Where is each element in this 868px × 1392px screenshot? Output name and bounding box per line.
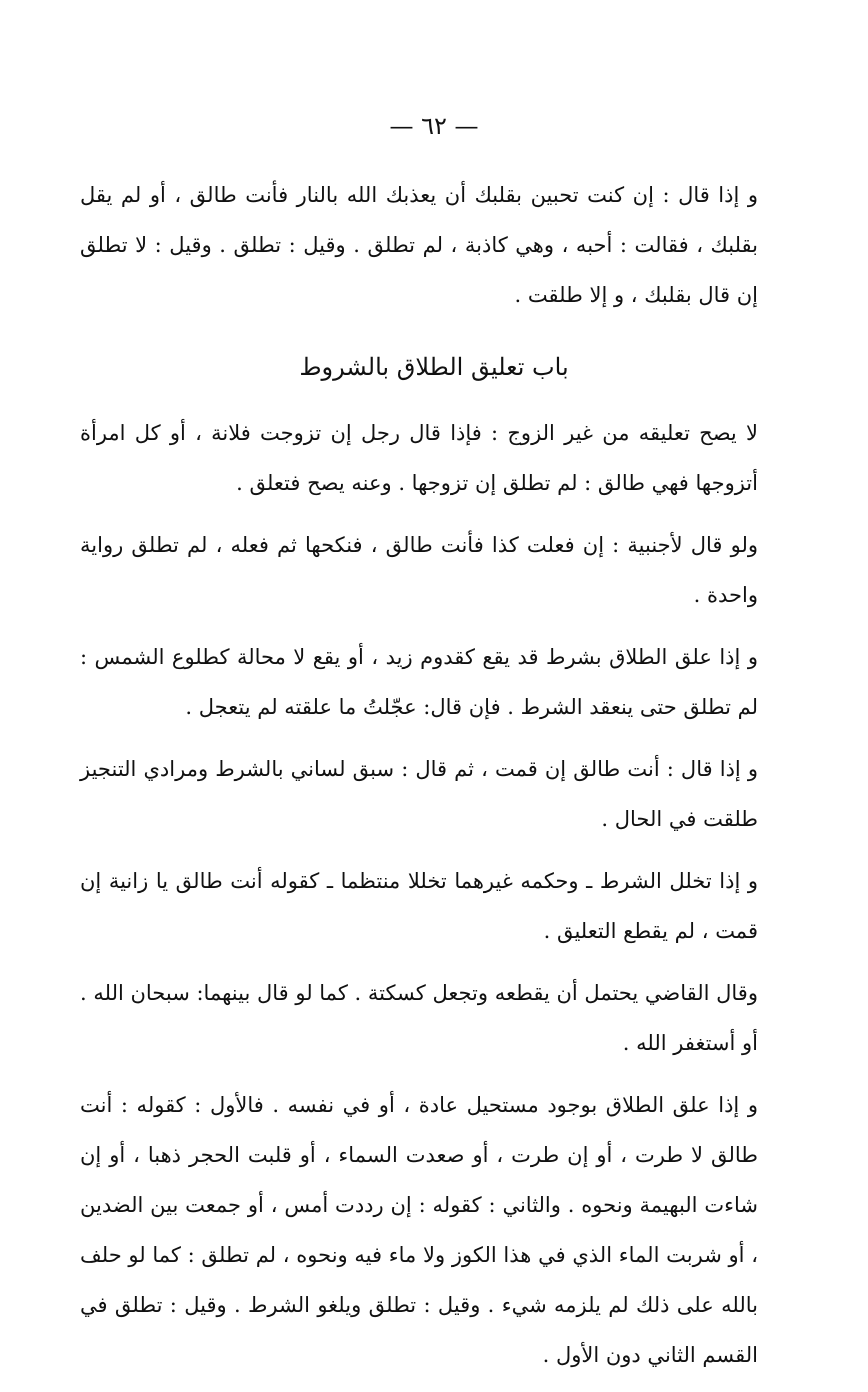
section-body: [80, 408, 758, 1392]
paragraph-1: لا يصح تعليقه من غير الزوج : فإذا قال رجل إن تزوجت فلانة ، أو كل امرأة أتزوجها فهي طالق : لم تطلق إن تزوجها . وعنه يصح فتعلق .: [80, 421, 758, 495]
paragraph-5: و إذا تخلل الشرط ـ وحكمه غيرهما تخللا منتظما ـ كقوله أنت طالق يا زانية إن قمت ، لم يقطع التعليق .: [80, 869, 758, 943]
intro-section: [80, 170, 758, 332]
paragraph-7: و إذا علق الطلاق بوجود مستحيل عادة ، أو في نفسه . فالأول : كقوله : أنت طالق لا طرت ، أو إن طرت ، أو صعدت السماء ، أو قلبت الحجر ذهبا ، أو إن شاءت البهيمة ونحوه . والثاني : كقوله : إن رددت أمس ، أو جمعت بين الضدين ، أو شربت الماء الذي في هذا الكوز ولا ماء فيه ونحوه ، لم تطلق : كما لو حلف بالله على ذلك لم يلزمه شيء . وقيل : تطلق ويلغو الشرط . وقيل : تطلق في القسم الثاني دون الأول .: [80, 1093, 758, 1367]
intro-paragraph: و إذا قال : إن كنت تحبين بقلبك أن يعذبك الله بالنار فأنت طالق ، أو لم يقل بقلبك ، فقالت : أحبه ، وهي كاذبة ، لم تطلق . وقيل : تطلق . وقيل : لا تطلق إن قال بقلبك ، و إلا طلقت .: [80, 183, 758, 307]
section-heading: باب تعليق الطلاق بالشروط: [299, 353, 569, 381]
paragraph-6: وقال القاضي يحتمل أن يقطعه وتجعل كسكتة . كما لو قال بينهما: سبحان الله . أو أستغفر الله .: [80, 981, 758, 1055]
paragraph-4: و إذا قال : أنت طالق إن قمت ، ثم قال : سبق لساني بالشرط ومرادي التنجيز طلقت في الحال .: [80, 757, 758, 831]
page-number: — ٦٢ —: [389, 112, 479, 140]
paragraph-2: ولو قال لأجنبية : إن فعلت كذا فأنت طالق ، فنكحها ثم فعله ، لم تطلق رواية واحدة .: [80, 533, 758, 607]
paragraph-3: و إذا علق الطلاق بشرط قد يقع كقدوم زيد ، أو يقع لا محالة كطلوع الشمس : لم تطلق حتى ينعقد الشرط . فإن قال: عجّلتُ ما علقته لم يتعجل .: [80, 645, 758, 719]
